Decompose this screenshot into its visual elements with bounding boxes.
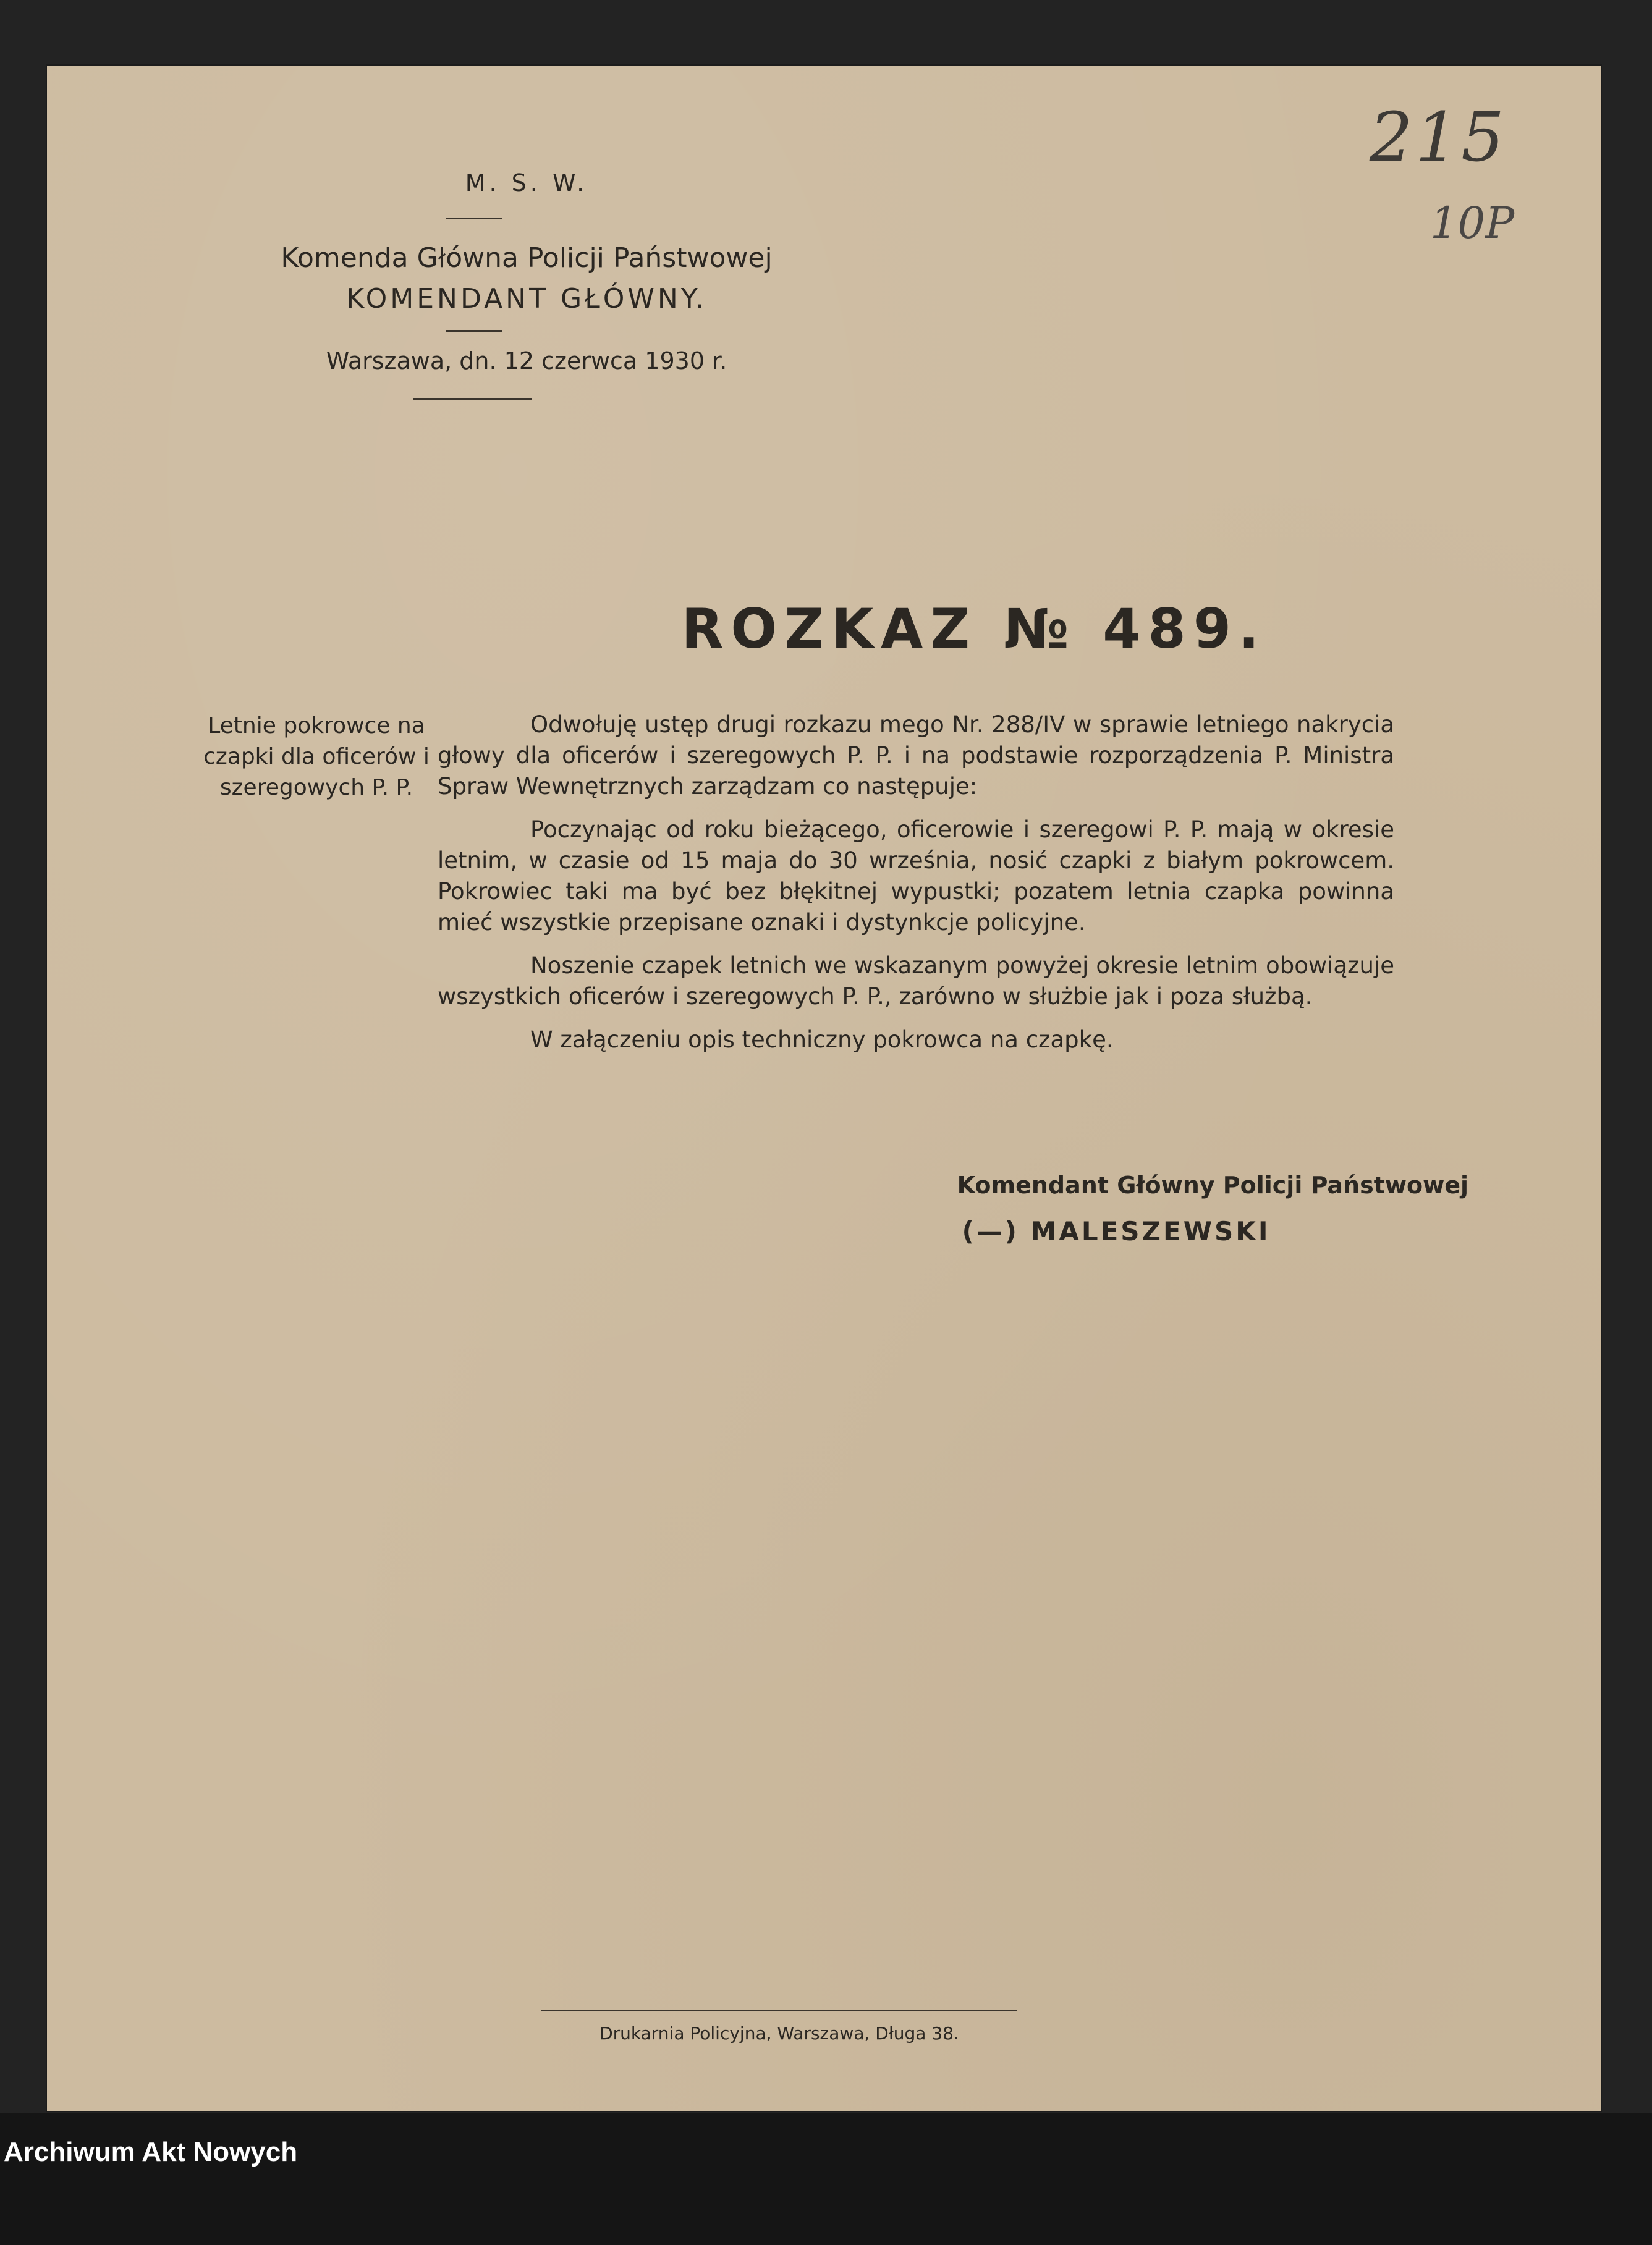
paragraph: Odwołuję ustęp drugi rozkazu mego Nr. 288/IV w sprawie letniego nakrycia głowy dla oficerów i szeregowych P. P. i na podstawie rozporządzenia P. Ministra Spraw Wewnętrznych zarządzam co następuje:	[438, 711, 1394, 800]
paragraph: Poczynając od roku bieżącego, oficerowie i szeregowi P. P. mają w okresie letnim, w czasie od 15 maja do 30 września, nosić czapki z białym pokrowcem. Pokrowiec taki ma być bez błękitnej wypustki; pozatem letnia czapka powinna mieć wszystkie przepisane oznaki i dystynkcje policyjne.	[438, 816, 1394, 936]
header-underline	[413, 398, 532, 400]
header-office: Komenda Główna Policji Państwowej	[281, 242, 773, 274]
signature-role: Komendant Główny Policji Państwowej	[957, 1172, 1468, 1199]
header-commander: KOMENDANT GŁÓWNY.	[346, 283, 707, 315]
margin-note: Letnie pokrowce na czapki dla oficerów i szeregowych P. P.	[203, 713, 430, 800]
paragraph: Noszenie czapek letnich we wskazanym powyżej okresie letnim obowiązuje wszystkich oficerów i szeregowych P. P., zarówno w służbie jak i poza służbą.	[438, 952, 1394, 1010]
header-date: Warszawa, dn. 12 czerwca 1930 r.	[326, 347, 727, 374]
printer-divider	[541, 2010, 1017, 2011]
header-divider	[446, 330, 502, 332]
order-title: ROZKAZ № 489.	[681, 597, 1267, 661]
printer-imprint: Drukarnia Policyjna, Warszawa, Długa 38.	[599, 2023, 959, 2044]
header-divider	[446, 218, 502, 219]
handwritten-page-number: 215	[1370, 98, 1507, 177]
paragraph: W załączeniu opis techniczny pokrowca na czapkę.	[530, 1026, 1114, 1053]
order-body	[438, 709, 1394, 1068]
archive-footer-bar	[0, 2113, 1652, 2245]
header-ministry: M. S. W.	[465, 169, 588, 197]
document-page	[47, 66, 1601, 2111]
handwritten-note: 10P	[1430, 198, 1515, 248]
archive-name: Archiwum Akt Nowych	[4, 2137, 298, 2167]
signature-name: (—) MALESZEWSKI	[962, 1216, 1271, 1246]
